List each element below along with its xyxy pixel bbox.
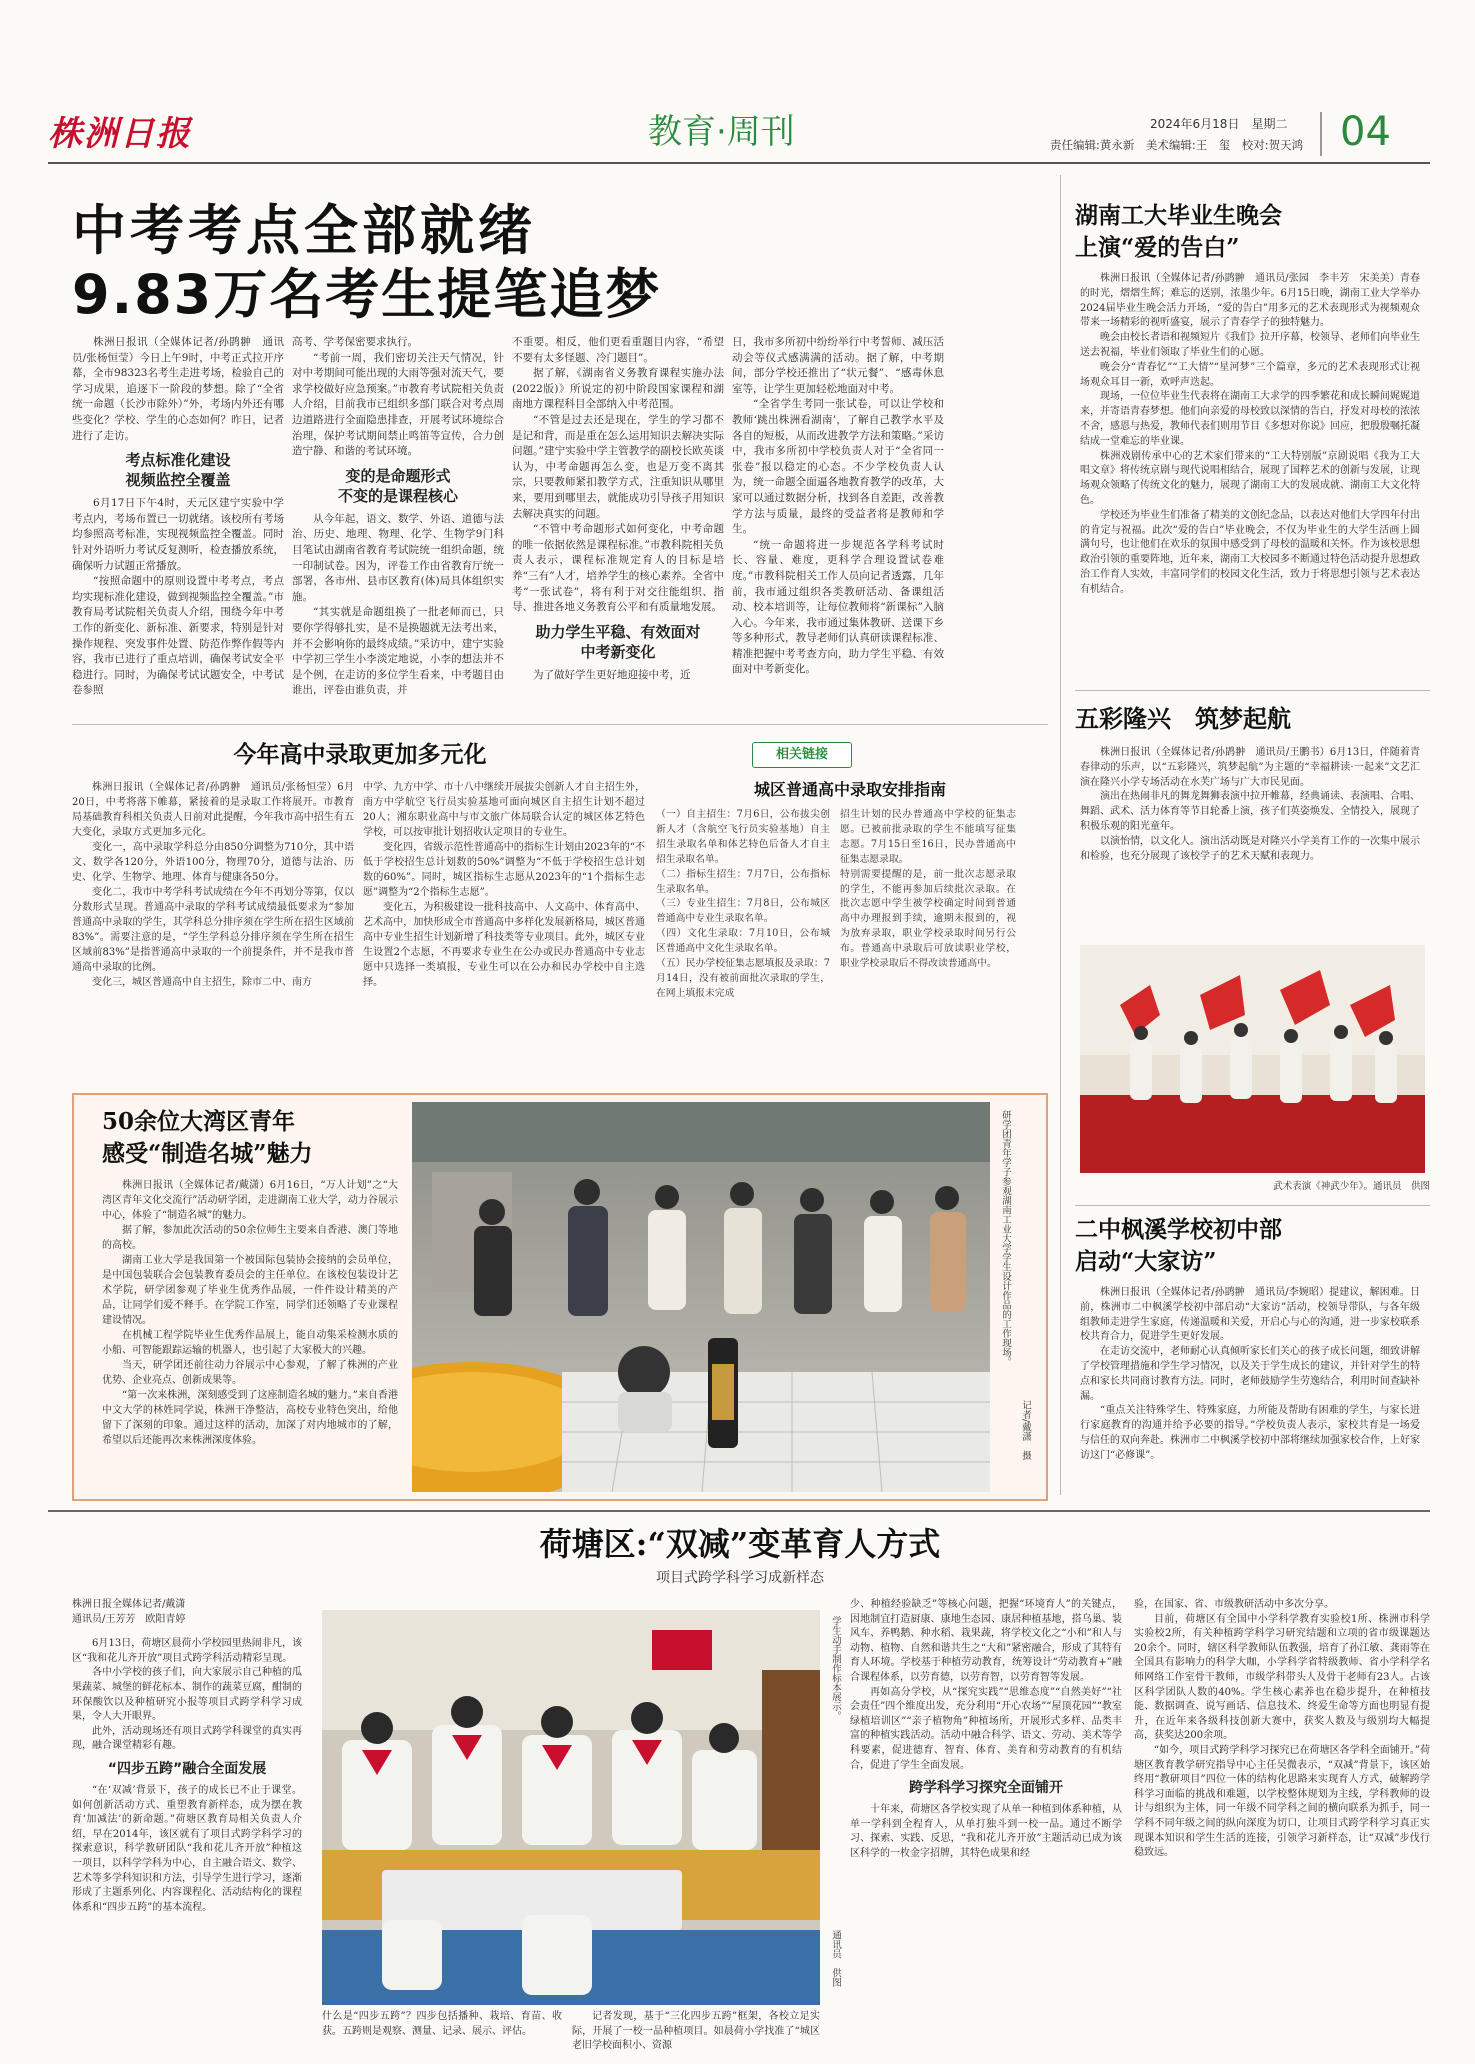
header-rule — [48, 162, 1430, 164]
hetang-para: “在‘双减’背景下，孩子的成长已不止于课堂。如何创新活动方式、重塑教育新样态，成为摆在教育‘加减法’的新命题。”荷塘区教育局相关负责人介绍，早在2014年，该区就有了项目式跨学科学习的探索意识，科学教研团队“我和花儿齐开放”种植这一项目，以科学学科为中心，自主融合语文、数学、艺术等多学科知识和方法，引导学生进行学习，逐渐形成了主题系列化、内容课程化、活动结构化的课程体系和“四步五跨”的基本流程。 — [72, 1784, 302, 1913]
hut-para: 学校还为毕业生们准备了精美的文创纪念品，以表达对他们大学四年付出的肯定与祝福。此次“爱的告白”毕业晚会，不仅为毕业生的大学生活画上圆满句号，也让他们在欢乐的氛围中感受到了母校的温暖和关怀。作为该校思想政治引领的重要阵地，近年来，湖南工大校园多不断通过特色活动提升思想政治工作育人实效，丰富同学们的校园文化生活，致力于将思想引领与艺术表达有机结合。 — [1080, 509, 1420, 595]
hetang-para: 6月13日，荷塘区晨荷小学校园里热闹非凡，该区“我和花儿齐开放”项目式跨学科活动精彩呈现。 — [72, 1638, 302, 1664]
lead-column-4 — [732, 335, 944, 715]
gaokao-column-1 — [72, 780, 354, 1080]
hut-title-2: 上演“爱的告白” — [1075, 234, 1240, 261]
masthead-logo: 株洲日报 — [48, 114, 192, 154]
wucai-para: 演出在热闹非凡的舞龙舞狮表演中拉开帷幕，经典诵读、表演唱、合唱、舞蹈、武术、活力体育等节目轮番上演，孩子们英姿焕发、全情投入，展现了积极乐观的阳光童年。 — [1080, 791, 1420, 832]
bay-para: 据了解，参加此次活动的50余位师生主要来自香港、澳门等地的高校。 — [102, 1225, 398, 1251]
related-link-tag: 相关链接 — [752, 742, 852, 768]
bay-title-1: 50余位大湾区青年 — [102, 1108, 296, 1135]
page-number-divider — [1320, 112, 1322, 156]
hetang-byline: 株洲日报全媒体记者/戴潇 通讯员/王芳芳 欧阳青婷 — [72, 1599, 186, 1625]
bay-photo-caption: 研学团青年学子参观湖南工业大学学生设计作品的工作现场。 — [1000, 1110, 1011, 1367]
gaokao-para: 变化五，为积极建设一批科技高中、人文高中、体育高中、艺术高中，加快形成全市普通高中多样化发展新格局，城区普通高中专业生招生计划新增了科技类等专业项目。此外，城区专业生设置2个志愿，不再要求专业生在公办或民办普通高中专业志愿中只选择一类填报，专业生可以在公办和民办学校中自主选择。 — [363, 902, 645, 988]
hetang-para: 验，在国家、省、市级教研活动中多次分享。 — [1134, 1599, 1334, 1610]
hetang-para: 各中小学校的孩子们，向大家展示自己种植的瓜果蔬菜、城堡的鲜花标本、制作的蔬菜豆腐，酣制的环保酸饮以及种植研究小报等项目式跨学科学习成果，令人大开眼界。 — [72, 1667, 302, 1723]
page-number: 04 — [1340, 109, 1391, 155]
lead-subhead-2: 变的是命题形式 不变的是课程核心 — [337, 466, 458, 505]
lead-para: “按照命题中的原则设置中考考点，考点均实现标准化建设，做到视频监控全覆盖。”市教育局考试院相关负责人介绍，围绕今年中考工作的新变化、新标准、新要求，特别是针对操作规程、突发事件处置、防范作弊作假等内容，我市已进行了重点培训，确保考试安全平稳进行。同时，为确保考试试题安全，中考试卷参照 — [72, 575, 284, 697]
lead-column-2 — [292, 335, 504, 715]
lead-bottom-rule — [72, 724, 1048, 725]
hetang-photo-credit: 通讯员 供图 — [830, 1930, 841, 1987]
hut-para: 株洲戏剧传承中心的艺术家们带来的“工大特别版”京剧说唱《我为工大唱文章》将传统京剧与现代说唱相结合，展现了国粹艺术的创新与发展，让现场观众领略了传统文化的魅力，展现了湖南工大的发展成就、湖南工大文化特色。 — [1080, 450, 1420, 506]
right-rule-2 — [1075, 1205, 1430, 1206]
right-rule-1 — [1075, 690, 1430, 691]
editors-line: 责任编辑:黄永新 美术编辑:王 玺 校对:贺天鸿 — [1050, 138, 1304, 152]
right-column-divider — [1060, 175, 1061, 1495]
erzhong-para: “重点关注特殊学生、特殊家庭，力所能及帮助有困难的学生，与家长进行家庭教育的沟通并给予必要的指导。”学校负责人表示，家校共育是一场爱与信任的双向奔赴。株洲市二中枫溪学校初中部将继续加强家校合作，上好家访这门“必修课”。 — [1080, 1405, 1420, 1461]
gaokao-para: 变化三，城区普通高中自主招生，除市二中、南方 — [92, 977, 312, 988]
bay-para: “第一次来株洲，深刻感受到了这座制造名城的魅力。”来自香港中文大学的林姓同学说，株洲干净整洁，高校专业特色突出，给他留下了深刻的印象。通过这样的活动，加深了对内地城市的了解，希望以后还能再次来株洲深度体验。 — [102, 1390, 398, 1446]
gaokao-para: 变化二，我市中考学科考试成绩在今年不再划分等第，仅以分数形式呈现。普通高中录取的学科考试成绩最低要求为“参加普通高中录取的学生，其学科总分排序须在学生所在招生区域前83%”。需要注意的是，“学生学科总分排序须在学生所在招生区域前83%”是指普通高中录取的一个前提条件，并不是我市普通高中录取的比例。 — [72, 887, 354, 973]
lead-para: 据了解，《湖南省义务教育课程实施办法(2022版)》所说定的初中阶段国家课程和湖南地方课程科目全部纳入中考范围。 — [512, 367, 724, 411]
hetang-col2-bottom: 什么是“四步五跨”？四步包括播种、栽培、育苗、收获。五跨则是观察、测量、记录、展示、评估。 — [322, 2011, 562, 2037]
gaokao-title: 今年高中录取更加多元化 — [233, 742, 487, 768]
hetang-column-3 — [850, 1598, 1122, 2054]
lead-subhead-1: 考点标准化建设 视频监控全覆盖 — [125, 451, 231, 490]
lead-column-3 — [512, 335, 724, 715]
erzhong-para: 株洲日报讯（全媒体记者/孙鹍翀 通讯员/李婉昭）提建议，解困难。日前，株洲市二中枫溪学校初中部启动“大家访”活动，校领导带队，与各年级组教师走进学生家庭，传递温暖和关爱，开启心与心的沟通，进一步家校联系校共育合力，促进学生更好发展。 — [1080, 1287, 1420, 1343]
lead-para: “统一命题将进一步规范各学科考试时长、容量、难度，更科学合理设置试卷难度。”市教科院相关工作人员向记者透露，几年前，我市通过组织各类教研活动、备课组活动、校本培训等，让每位教师将“新课标”入脑入心。今年来，我市通过集体教研、送课下乡等多种形式，教导老师们认真研读课程标准、精准把握中考考查方向，助力学生平稳、有效面对中考新变化。 — [732, 538, 944, 676]
students-at-exhibit-photo — [412, 1102, 990, 1492]
hetang-para: 此外，活动现场还有项目式跨学科课堂的真实再现，融合课堂精彩有趣。 — [72, 1725, 302, 1752]
hetang-para: 再如高分学校，从“探究实践”“思维态度”“自然美好”“社会责任”四个维度出发，充分利用“开心农场”“屋顶花园”“教室绿植培训区”“亲子植物角”种植场所，开展形式多样、品类丰富的种植实践活动。活动中融合科学、语文、劳动、美术等学科要素，促进德育、智育、体育、美育和劳动教育的有机结合，促进了学生全面发展。 — [850, 1686, 1122, 1771]
gaokao-para: 变化一，高中录取学科总分由850分调整为710分，其中语文、数学各120分，外语100分，物理70分，道德与法治、历史、化学、生物学、地理、体育与健康各50分。 — [72, 842, 354, 883]
lead-para: 不重要。相反，他们更看重题目内容，“希望不要有太多怪题、冷门题目”。 — [512, 336, 724, 364]
related-link-title: 城区普通高中录取安排指南 — [753, 780, 946, 799]
hetang-para: 十年来，荷塘区各学校实现了从单一种植到体系种植，从单一学科到全程育人，从单打独斗到一校一品。通过不断学习、探索、实践、反思，“我和花儿齐开放”主题活动已成为该区科学的一枚金字招牌，其特色成果和经 — [850, 1804, 1122, 1859]
gaokao-para: 变化四，省级示范性普通高中的指标生计划由2023年的“不低于学校招生总计划数的50%”调整为“不低于学校招生总计划数的60%”。同时，城区指标生志愿从2023年的“1个指标生志愿”调整为“2个指标生志愿”。 — [363, 842, 645, 898]
hetang-subtitle: 项目式跨学科学习成新样态 — [656, 1570, 824, 1586]
hut-para: 现场，一位位毕业生代表将在湖南工大求学的四季繁花和成长瞬间娓娓道来，并寄语青春梦想。他们向亲爱的母校致以深情的告白，抒发对母校的浓浓不舍，感恩与热爱，教师代表们则用节目《多想对你说》回应，把殷殷嘱托凝结成一堂难忘的毕业课。 — [1080, 391, 1420, 447]
erzhong-title-2: 启动“大家访” — [1075, 1248, 1217, 1275]
lead-para: “不管是过去还是现在，学生的学习都不是记和背，而是重在怎么运用知识去解决实际问题。”建宁实验中学主管教学的副校长欧英谈认为，中考命题再怎么变，也是万变不离其宗，只要教师紧扣教学方式，注重知识从哪里来，要用到哪里去，就能成功引导孩子用知识去解决真实的问题。 — [512, 413, 724, 520]
erzhong-para: 在走访交流中，老师耐心认真倾听家长们关心的孩子成长问题，细致讲解了学校管理措施和学生学习情况，以及关于学生成长的建议，并针对学生的特点和家长共同商讨教育方法。同时，老师鼓励学生劳逸结合，利用时间查缺补漏。 — [1080, 1346, 1420, 1402]
hetang-para: “如今，项目式跨学科学习探究已在荷塘区各学科全面铺开。”荷塘区教育教学研究指导中心主任吴微表示，“双减”背景下，该区始终用“教研项目”四位一体的结构化思路来实现育人方式，破解跨学科学习面临的挑战和难题，以学校整体规划为主线，学科教师的设计与组织为主体，同一年级不同学科之间的横向联系为抓手，同一学科不同年级之间的纵向深度为切口，让项目式跨学科学习真正实现课本知识和学生生活的连接，引领学习新样态，让“双减”步伐行稳致远。 — [1134, 1744, 1430, 1859]
hut-title-1: 湖南工大毕业生晚会 — [1075, 202, 1282, 229]
erzhong-title-1: 二中枫溪学校初中部 — [1075, 1216, 1282, 1243]
hetang-col3-bottom: 记者发现，基于“三化四步五跨”框架，各校立足实际，开展了一校一品种植项目。如晨荷小学找准了“城区老旧学校面积小、资源 — [572, 2011, 820, 2052]
bay-photo-credit: 记者/戴潇 摄 — [1020, 1400, 1031, 1461]
bay-body — [102, 1178, 398, 1494]
hetang-subhead-2: 跨学科学习探究全面铺开 — [909, 1780, 1063, 1797]
wucai-body — [1080, 746, 1420, 936]
lead-para: 株洲日报讯（全媒体记者/孙鹍翀 通讯员/张杨恒莹）今日上午9时，中考正式拉开序幕，全市98323名考生走进考场，检验自己的学习成果，追逐下一阶段的梦想。除了“全省统一命题（长沙市除外）”外，考场内外还有哪些变化？学校、学生的心态如何？昨日，记者进行了走访。 — [72, 336, 284, 442]
hut-para: 晚会分“青春忆”“工大情”“星河梦”三个篇章，多元的艺术表现形式让视场观众耳目一新，欢呼声迭起。 — [1080, 361, 1420, 388]
wucai-para: 以演怡情，以文化人。演出活动既是对隆兴小学美育工作的一次集中展示和检验，也充分展现了该校学子的艺术天赋和表现力。 — [1080, 835, 1420, 862]
students-making-specimens-photo — [322, 1610, 820, 2005]
related-link-column-2: 招生计划的民办普通高中学校的征集志愿。已被前批录取的学生不能填写征集志愿。7月15日至16日，民办普通高中征集志愿录取。 特别需要提醒的是，前一批次志愿录取的学生，不能再参加后续批次录取。在批次志愿中学生被学校确定时间到普通高中办理报到手续，逾期未报到的，视为放弃录取，职业学校录取时间另行公布。普通高中录取后可放读职业学校，职业学校录取后不得改读普通高中。 — [840, 809, 1016, 970]
erzhong-body — [1080, 1286, 1420, 1498]
hetang-column-1 — [72, 1598, 302, 2042]
lead-para: “不管中考命题形式如何变化，中考命题的唯一依据依然是课程标准。”市教科院相关负责人表示，课程标准规定育人的目标是培养“三有”人才，培养学生的核心素养。全省中考“一张试卷”，将有利于对交往能组织、指导、推进各地义务教育公平和有质量地发展。 — [512, 523, 724, 614]
lead-para: 从今年起，语文、数学、外语、道德与法治、历史、地理、物理、化学、生物学9门科目笔试由湖南省教育考试院统一组织命题，统一印制试卷。因为，评卷工作由省教育厅统一部署，各市州、县市区教育(体)局具体组织实施。 — [292, 512, 504, 603]
lead-para: “全省学生考同一张试卷，可以让学校和教师‘跳出株洲看湖南’，了解自己教学水平及各自的短板，从而改进教学方法和策略。”采访中，我市多所初中学校负责人对于“全省同一张卷”报以稳定的心态。不少学校负责人认为，统一命题全面逼各地教育教学的改革，大家可以通过数据分析，找到各自差距，改善教学方法与质量，最终的受益者将是教师和学生。 — [732, 398, 944, 536]
lead-para: 日，我市多所初中纷纷举行中考誓师、减压活动会等仪式感满满的活动。据了解，中考期间，部分学校还推出了“状元餐”、“感毒休息室等，让学生更加轻松地面对中考。 — [732, 336, 944, 395]
lead-para: 为了做好学生更好地迎接中考，近 — [533, 668, 691, 681]
hetang-para: 目前，荷塘区有全国中小学科学教育实验校1所、株洲市科学实验校2所，有关种植跨学科学习研究结题和立项的省市级课题达20余个。同时，辖区科学教师队伍教强，培育了孙江敏、龚雨等在全国具有影响力的科学大咖，小学科学省特级教师、省小学科学名师网络工作室骨干教师，市级学科带头人及骨干老师有23人。占该区科学团队人数的40%。学生核心素养也在稳步提升，在种植技能、数据调查、说写画话、信息技术、终爱生命等方面也明显有提升，在近年来各级科技创新大赛中，获奖人数及与级别均大幅提高，获奖达200余项。 — [1134, 1613, 1430, 1742]
wucai-photo-caption: 武术表演《神武少年》。通讯员 供图 — [1273, 1181, 1430, 1192]
hetang-top-rule — [48, 1510, 1430, 1512]
lead-para: “考前一周，我们密切关注天气情况，针对中考期间可能出现的大雨等强对流天气，要求学校做好应急预案。”市教育考试院相关负责人介绍，目前我市已组织多部门联合对考点周边道路进行全面隐患排查，开展考试环境综合治理，保护考试期间禁止鸣笛等宣传，合力创造宁静、和谐的考试环境。 — [292, 351, 504, 458]
section-name: 教育·周刊 — [648, 112, 795, 152]
wucai-para: 株洲日报讯（全媒体记者/孙鹍翀 通讯员/王鹏书）6月13日，伴随着青春律动的乐声，以“五彩隆兴，筑梦起航”为主题的“幸福耕读·一起来”文艺汇演在隆兴小学专场活动在水芙广场与广大市民见面。 — [1080, 747, 1420, 788]
wucai-photo — [1080, 945, 1425, 1173]
lead-headline-1: 中考考点全部就绪 — [72, 199, 536, 262]
wucai-title: 五彩隆兴 筑梦起航 — [1075, 704, 1291, 733]
hetang-photo-caption: 学生动手制作标本展示。 — [830, 1616, 841, 1721]
lead-para: 6月17日下午4时，天元区建宁实验中学考点内，考场布置已一切就绪。该校所有考场均参照高考标准，实现视频监控全覆盖。同时针对外语听力考试反复测听，检查播放系统，确保听力试题正常播放。 — [72, 497, 284, 572]
bay-photo — [412, 1102, 990, 1492]
issue-date: 2024年6月18日 星期二 — [1150, 117, 1288, 131]
hut-body — [1080, 272, 1420, 676]
lead-para: “其实就是命题组换了一批老师而已，只要你学得够扎实，是不是换题就无法考出来，并不会影响你的最终成绩。”采访中，建宁实验中学初三学生小李淡定地说，小李的想法并不是个例，在走访的多位学生看来，中考题目由谁出，评卷由谁负责，并 — [292, 606, 504, 697]
gaokao-column-2 — [363, 780, 645, 1080]
hut-para: 晚会由校长者语和视频短片《我们》拉开序幕，校领导、老师们向毕业生送去祝福，毕业们领取了毕业生们的心愿。 — [1080, 332, 1420, 358]
bay-para: 株洲日报讯（全媒体记者/戴潇）6月16日，“万人计划”之“大湾区青年文化交流行”活动研学团，走进湖南工业大学，动力谷展示中心，体验了“制造名城”的魅力。 — [102, 1180, 398, 1221]
hetang-title: 荷塘区:“双减”变革育人方式 — [539, 1525, 941, 1563]
hetang-subhead-1: “四步五跨”融合全面发展 — [107, 1760, 267, 1777]
lead-subhead-3: 助力学生平稳、有效面对 中考新变化 — [535, 622, 701, 661]
hetang-para: 少、种植经验缺乏”等核心问题，把握“环境育人”的关键点，因地制宜打造厨康、康地生态园、康居种植基地，搭乌巢、装风车、养鸭鹅、种水稻、栽果蔬，将学校文化之“小和”和人与动物、植物、自然和谐共生之“大和”紧密融合，形成了其特有育人环境。学校基于种植劳动教育，统筹设计“劳动教育+”融合课程体系，以劳育德，以劳育智，以劳育智等发展。 — [850, 1599, 1122, 1683]
bay-para: 在机械工程学院毕业生优秀作品展上，能自动集采检测水质的小船、可智能跟踪运输的机器人，也引起了大家极大的兴趣。 — [102, 1330, 398, 1356]
gaokao-para: 中学、九方中学、市十八中继续开展拔尖创新人才自主招生外，南方中学航空飞行员实验基地可面向城区自主招生计划不超过20人；湘东职业高中与市文旅广体局联合认定的城区体艺特色学校，可以按审批计划招收认定项目的专业生。 — [363, 782, 645, 838]
hetang-column-4 — [1134, 1598, 1430, 2054]
related-link-column-1: （一）自主招生：7月6日，公布拔尖创新人才（含航空飞行员实验基地）自主招生录取名单和体艺特色后备人才自主招生录取名单。 （二）指标生招生：7月7日，公布指标生录取名单。 （三）专业生招生：7月8日，公布城区普通高中专业生录取名单。 （四）文化生录取：7月10日，公布城区普通高中文化生录取名单。 （五）民办学校征集志愿填报及录取：7月14日，没有被前面批次录取的学生，在网上填报未完成 — [656, 809, 830, 999]
lead-column-1 — [72, 335, 284, 715]
lead-headline-2: 9.83万名考生提笔追梦 — [72, 263, 662, 326]
bay-para: 湖南工业大学是我国第一个被国际包装协会接纳的会员单位，是中国包装联合会包装教育委员会的主任单位。在该校包装设计艺术学院，研学团参观了毕业生优秀作品展，一件件设计精美的产品，让同学们爱不释手。在学院工作室，同学们还领略了专业课程建设情况。 — [102, 1255, 398, 1326]
gaokao-para: 株洲日报讯（全媒体记者/孙鹍翀 通讯员/张杨恒莹）6月20日，中考将落下帷幕，紧接着的是录取工作将展开。市教育局基础教育科相关负责人日前对此提醒，今年我市高中招生有五大变化，录取方式更加多元化。 — [72, 782, 354, 838]
lead-para: 高考、学考保密要求执行。 — [292, 336, 418, 348]
hetang-photo — [322, 1610, 820, 2005]
martial-arts-stage-photo — [1080, 945, 1425, 1173]
hut-para: 株洲日报讯（全媒体记者/孙鹍翀 通讯员/张园 李丰芳 宋美美）青春的时光，熠熠生辉；难忘的送别，浓墨少年。6月15日晚，湖南工业大学举办2024届毕业生晚会活力开场，“爱的告白”用多元的艺术表现形式为视频观众带来一场精彩的视听盛宴，展示了青春学子的独特魅力。 — [1080, 273, 1420, 329]
bay-title-2: 感受“制造名城”魅力 — [102, 1140, 313, 1167]
bay-para: 当天，研学团还前往动力谷展示中心参观，了解了株洲的产业优势、企业亮点、创新成果等。 — [102, 1360, 398, 1386]
